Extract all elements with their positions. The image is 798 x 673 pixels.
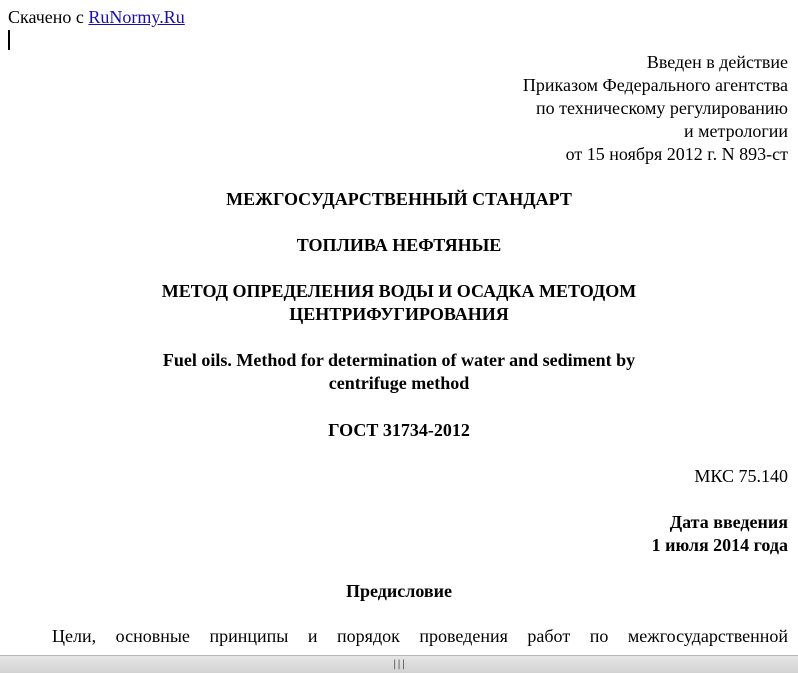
standard-type-heading: МЕЖГОСУДАРСТВЕННЫЙ СТАНДАРТ xyxy=(226,189,572,209)
horizontal-scrollbar[interactable] xyxy=(0,655,798,673)
preface-paragraph: Цели, основные принципы и порядок проведения работ по межгосударственной xyxy=(52,626,788,646)
english-title-line-2: centrifuge method xyxy=(328,373,470,393)
intro-date-value: 1 июля 2014 года xyxy=(651,535,788,555)
approval-line: по техническому регулированию xyxy=(535,98,788,118)
source-line xyxy=(8,6,185,28)
approval-line: и метрологии xyxy=(684,121,788,141)
text-cursor xyxy=(8,30,10,50)
source-link[interactable]: RuNormy.Ru xyxy=(88,7,185,27)
approval-line: от 15 ноября 2012 г. N 893-ст xyxy=(565,144,788,164)
mks-code: МКС 75.140 xyxy=(694,466,788,486)
intro-date-label: Дата введения xyxy=(669,512,788,532)
standard-title-line-2: ЦЕНТРИФУГИРОВАНИЯ xyxy=(289,304,509,324)
scroll-grip-icon[interactable]: ||| xyxy=(393,659,407,670)
approval-line: Приказом Федерального агентства xyxy=(522,75,788,95)
standard-title-line-1: МЕТОД ОПРЕДЕЛЕНИЯ ВОДЫ И ОСАДКА МЕТОДОМ xyxy=(161,281,637,301)
approval-block xyxy=(523,51,788,166)
english-title-line-1: Fuel oils. Method for determination of water and sediment by xyxy=(162,350,636,370)
approval-line: Введен в действие xyxy=(646,52,788,72)
preface-heading: Предисловие xyxy=(346,581,452,601)
standard-code: ГОСТ 31734-2012 xyxy=(328,420,470,440)
source-prefix: Скачено с xyxy=(8,7,84,27)
standard-subject-heading: ТОПЛИВА НЕФТЯНЫЕ xyxy=(296,235,502,255)
